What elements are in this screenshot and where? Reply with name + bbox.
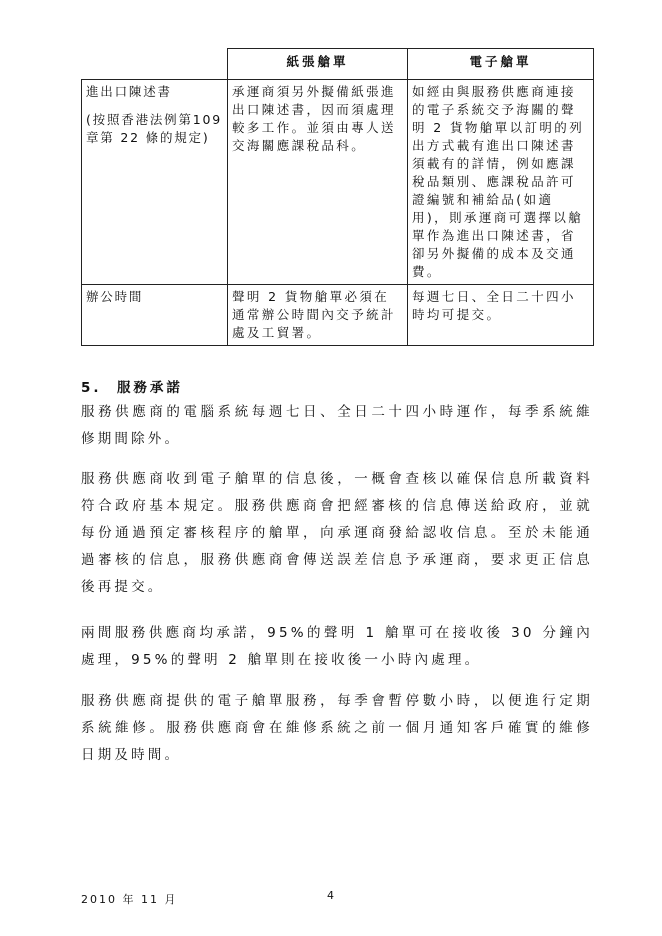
table-row <box>82 80 594 285</box>
section-number: 5. <box>81 380 102 396</box>
table-row <box>82 285 594 346</box>
electronic-cell: 如經由與服務供應商連接的電子系統交予海關的聲明 2 貨物艙單以訂明的列出方式載有進出口陳述書須載有的詳情，例如應課稅品類別、應課稅品許可證編號和補給品(如適用)，則承運商可選擇以艙單作為進出口陳述書，省卻另外擬備的成本及交通費。 <box>408 80 594 285</box>
section-heading <box>81 376 183 396</box>
paper-cell: 承運商須另外擬備紙張進出口陳述書，因而須處理較多工作。並須由專人送交海關應課稅品科。 <box>228 80 408 285</box>
electronic-cell: 每週七日、全日二十四小時均可提交。 <box>408 285 594 346</box>
comparison-table <box>81 48 594 346</box>
section-paragraph-3: 兩間服務供應商均承諾，95%的聲明 1 艙單可在接收後 30 分鐘內處理，95%的聲明 2 艙單則在接收後一小時內處理。 <box>81 625 593 668</box>
page-number: 4 <box>327 889 334 902</box>
header-paper-manifest: 紙張艙單 <box>228 49 408 80</box>
header-electronic-manifest: 電子艙單 <box>408 49 594 80</box>
table-header-row <box>82 49 594 80</box>
row-label-note: (按照香港法例第109章第 22 條的規定) <box>86 112 223 145</box>
section-paragraph-1: 服務供應商的電腦系統每週七日、全日二十四小時運作，每季系統維修期間除外。 <box>81 404 593 447</box>
section-paragraph-4: 服務供應商提供的電子艙單服務，每季會暫停數小時，以便進行定期系統維修。服務供應商會在維修系統之前一個月通知客戶確實的維修日期及時間。 <box>81 693 593 763</box>
footer-date: 2010 年 11 月 <box>81 893 178 906</box>
row-label-cell <box>82 80 228 285</box>
row-label: 進出口陳述書 <box>86 84 172 99</box>
header-blank-cell <box>82 49 228 80</box>
paper-cell: 聲明 2 貨物艙單必須在通常辦公時間內交予統計處及工貿署。 <box>228 285 408 346</box>
row-label-cell <box>82 285 228 346</box>
section-title: 服務承諾 <box>116 380 183 396</box>
section-paragraph-2: 服務供應商收到電子艙單的信息後，一概會查核以確保信息所載資料符合政府基本規定。服務供應商會把經審核的信息傳送給政府，並就每份通過預定審核程序的艙單，向承運商發給認收信息。至於未能通過審核的信息，服務供應商會傳送誤差信息予承運商，要求更正信息後再提交。 <box>81 471 593 595</box>
row-label: 辦公時間 <box>86 289 144 304</box>
